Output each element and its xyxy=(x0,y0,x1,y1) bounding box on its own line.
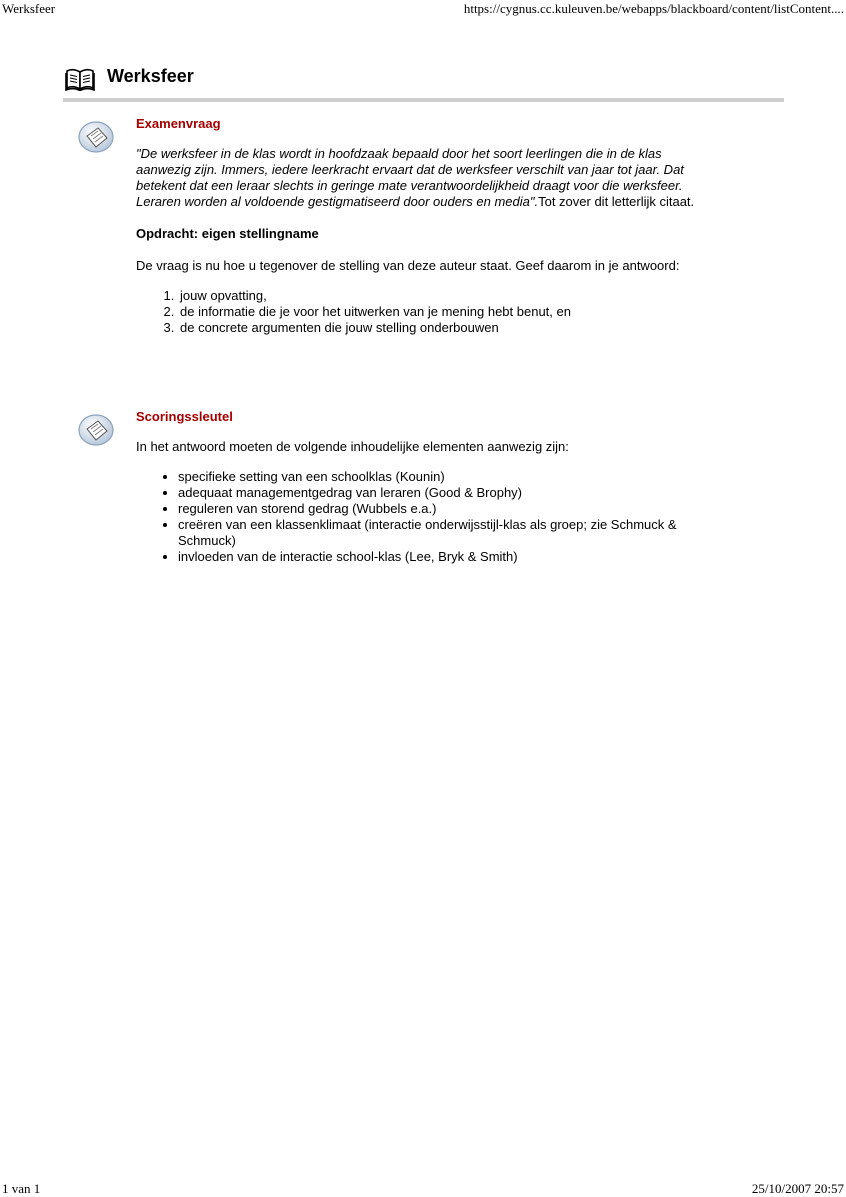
section-heading: Examenvraag xyxy=(136,116,221,131)
print-footer xyxy=(0,1181,846,1197)
list-item: 1. jouw opvatting, xyxy=(178,288,716,304)
list-item: • adequaat managementgedrag van leraren (Good & Brophy) xyxy=(178,485,716,501)
list-item: • creëren van een klassenklimaat (interactie onderwijsstijl-klas als groep; zie Schmuck & Schmuck) xyxy=(178,517,716,549)
page-title: Werksfeer xyxy=(107,66,194,86)
examenvraag-section xyxy=(76,116,716,356)
open-book-icon xyxy=(65,67,95,91)
document-icon xyxy=(76,409,116,447)
scoringssleutel-section xyxy=(76,409,716,569)
quote-tail: Tot zover dit letterlijk citaat. xyxy=(538,194,695,209)
list-item: • specifieke setting van een schoolklas (Kounin) xyxy=(178,469,716,485)
quote-paragraph xyxy=(136,146,716,210)
print-header-title: Werksfeer xyxy=(2,1,56,16)
print-header xyxy=(0,1,846,17)
document-icon xyxy=(76,116,116,154)
print-header-url: https://cygnus.cc.kuleuven.be/webapps/blackboard/content/listContent.... xyxy=(463,1,844,16)
assignment-heading: Opdracht: eigen stellingname xyxy=(136,226,319,241)
list-item: • invloeden van de interactie school-klas (Lee, Bryk & Smith) xyxy=(178,549,716,565)
list-item: 3. de concrete argumenten die jouw stelling onderbouwen xyxy=(178,320,716,336)
list-item: • reguleren van storend gedrag (Wubbels e.a.) xyxy=(178,501,716,517)
section-heading: Scoringssleutel xyxy=(136,409,233,424)
instruction-text: De vraag is nu hoe u tegenover de stelling van deze auteur staat. Geef daarom in je antwoord: xyxy=(136,258,680,273)
quote-text: "De werksfeer in de klas wordt in hoofdzaak bepaald door het soort leerlingen die in de klas aanwezig zijn. Immers, iedere leerkracht ervaart dat de werksfeer verschilt van jaar tot jaar. Dat betekent dat een leraar slechts in geringe mate verantwoordelijkheid draagt voor die werksfeer. Leraren worden al voldoende gestigmatiseerd door ouders en media". xyxy=(136,146,684,209)
page-count: 1 van 1 xyxy=(2,1181,41,1196)
examenvraag-body xyxy=(136,116,716,336)
scoring-elements-list xyxy=(136,469,716,565)
scoringssleutel-body xyxy=(136,409,716,565)
list-item: 2. de informatie die je voor het uitwerken van je mening hebt benut, en xyxy=(178,304,716,320)
answer-requirements-list xyxy=(136,288,716,336)
intro-text: In het antwoord moeten de volgende inhoudelijke elementen aanwezig zijn: xyxy=(136,439,569,454)
print-timestamp: 25/10/2007 20:57 xyxy=(751,1181,844,1196)
page-title-bar xyxy=(63,64,784,102)
